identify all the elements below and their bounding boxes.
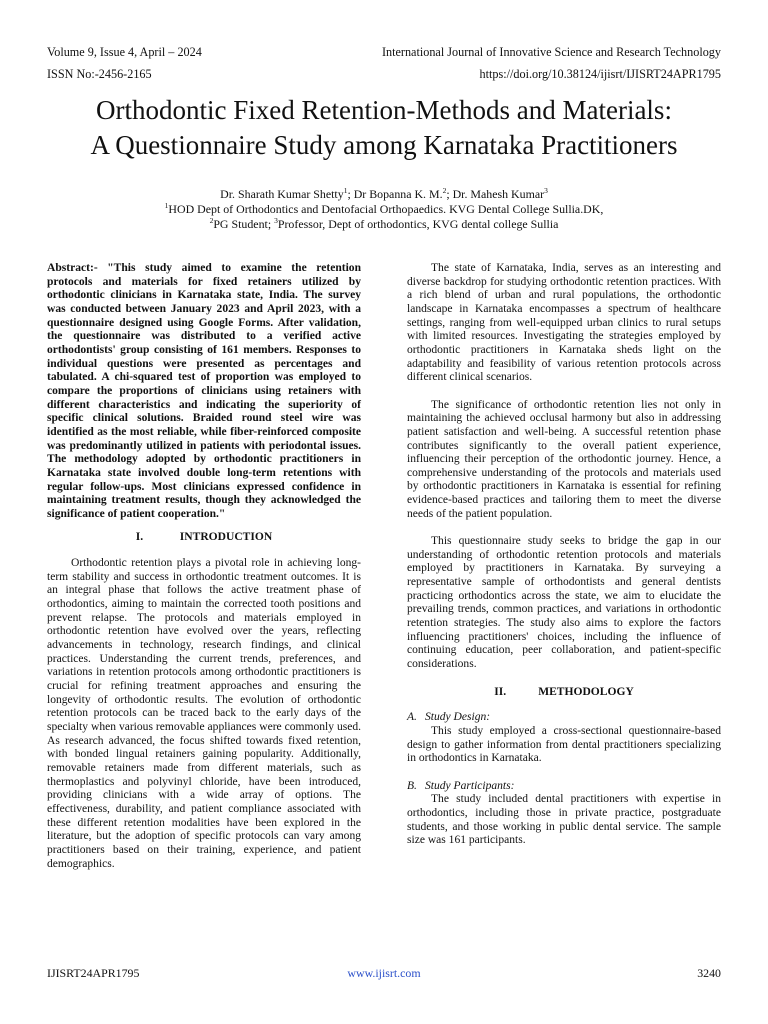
right-column: [407, 262, 721, 848]
author-block: [80, 187, 688, 232]
doi-link[interactable]: https://doi.org/10.38124/ijisrt/IJISRT24APR1795: [479, 67, 721, 81]
page-number: 3240: [697, 966, 721, 980]
title-line-1: Orthodontic Fixed Retention-Methods and Materials:: [96, 95, 672, 125]
left-column: [47, 262, 361, 871]
author-1: Dr. Sharath Kumar Shetty: [220, 187, 344, 201]
intro-paragraph-3: The significance of orthodontic retention lies not only in maintaining the achieved occlusal harmony but also in addressing patient satisfaction and well-being. A successful retention phase contributes significantly to the overall patient experience, influencing their perception of the orthodontic journey. Hence, a comprehensive understanding of the protocols and materials used by orthodontic practitioners in Karnataka is essential for refining evidence-based practices and tailoring them to meet the diverse needs of the patient population.: [407, 398, 721, 520]
footer-website-link[interactable]: www.ijisrt.com: [347, 966, 421, 980]
subsection-study-participants: B. Study Participants:: [407, 779, 515, 792]
author-3: ; Dr. Mahesh Kumar: [446, 187, 545, 201]
title-line-2: A Questionnaire Study among Karnataka Practitioners: [90, 130, 678, 160]
study-participants-text: The study included dental practitioners with expertise in orthodontics, including those in private practice, postgraduate students, and those working in public dental service. The sample size was 161 participants.: [407, 793, 721, 847]
section-heading-methodology: II. METHODOLOGY: [494, 685, 634, 698]
author-names: Dr. Sharath Kumar Shetty$^1$; Dr Bopanna K. M.$^2$; Dr. Mahesh Kumar$^3$: [220, 186, 548, 201]
author-2: ; Dr Bopanna K. M.: [347, 187, 443, 201]
volume-info: Volume 9, Issue 4, April – 2024: [47, 45, 202, 59]
paper-title: [20, 93, 748, 163]
journal-name: International Journal of Innovative Science and Research Technology: [381, 45, 721, 59]
intro-paragraph-4: This questionnaire study seeks to bridge the gap in our understanding of orthodontic retention protocols and materials employed by practitioners in Karnataka. By surveying a representative sample of orthodontists and general dentists practicing orthodontics across the state, we aim to elucidate the prevailing trends, common practices, and variations in orthodontic retention strategies. The study also aims to explore the factors influencing practitioners' choices, including the influence of continuing education, peer collaboration, and patient-specific considerations.: [407, 535, 721, 670]
footer-article-id: IJISRT24APR1795: [47, 966, 140, 980]
intro-paragraph-1: Orthodontic retention plays a pivotal role in achieving long-term stability and success in orthodontic treatment outcomes. It is an integral phase that follows the active treatment phase of orthodontics, aiming to maintain the corrected tooth positions and prevent relapse. The protocols and materials employed in orthodontic retention have evolved over the years, reflecting advancements in technology, research findings, and clinical practices. Understanding the current trends, preferences, and variations in retention protocols among orthodontic practitioners is crucial for refining treatment approaches and ensuring the longevity of orthodontic results. The evolution of orthodontic retention protocols can be traced back to the early days of the specialty when various removable appliances were commonly used. As research advanced, the focus shifted towards fixed retention, with bonded lingual retainers gaining popularity. Additionally, removable retainers made from different materials, such as thermoplastics and polyvinyl chloride, have been introduced, providing clinicians with a wide array of options. The effectiveness, durability, and patient compliance associated with these different retention modalities have been explored in the literature, but the adoption of specific protocols can vary among practitioners based on their training, experience, and patient demographics.: [47, 557, 361, 870]
issn: ISSN No:-2456-2165: [47, 67, 152, 81]
section-heading-introduction: I. INTRODUCTION: [135, 531, 273, 544]
subsection-study-design: A. Study Design:: [407, 711, 491, 724]
intro-paragraph-2: The state of Karnataka, India, serves as an interesting and diverse backdrop for studying orthodontic retention practices. With a rich blend of urban and rural populations, the orthodontic landscape in Karnataka encompasses a spectrum of healthcare settings, ranging from well-equipped urban clinics to rural setups with limited resources. Investigating the strategies employed by orthodontic practitioners in Karnataka sheds light on the adaptability and feasibility of various retention protocols across different clinical scenarios.: [407, 262, 721, 384]
affiliation-2: $^2$PG Student; $^3$Professor, Dept of orthodontics, KVG dental college Sullia: [209, 216, 559, 231]
affiliation-1: $^1$HOD Dept of Orthodontics and Dentofacial Orthopaedics. KVG Dental College Sullia.DK,: [164, 201, 604, 216]
study-design-text: This study employed a cross-sectional questionnaire-based design to gather information from dental practitioners specializing in orthodontics in Karnataka.: [407, 724, 721, 765]
abstract: Abstract:- "This study aimed to examine the retention protocols and materials for fixed retainers utilized by orthodontic clinicians in Karnataka state, India. The survey was conducted between January 2023 and April 2023, with a questionnaire designed using Google Forms. After validation, the questionnaire was distributed to a verified active orthodontists' group consisting of 161 members. Responses to individual questions were presented as percentages and tabulated. A chi-squared test of proportion was employed to compare the proportions of clinicians using retainers with different characteristics and indicating the superiority of specific clinical solutions. Braided round steel wire was identified as the most reliable, while fiber-reinforced composite was predominantly utilized in patients with periodontal issues. The methodology adopted by orthodontic practitioners in Karnataka state involved double long-term retentions with regular follow-ups. Most clinicians expressed confidence in maintaining treatment results, though they acknowledged the significance of patient cooperation.": [47, 262, 361, 520]
